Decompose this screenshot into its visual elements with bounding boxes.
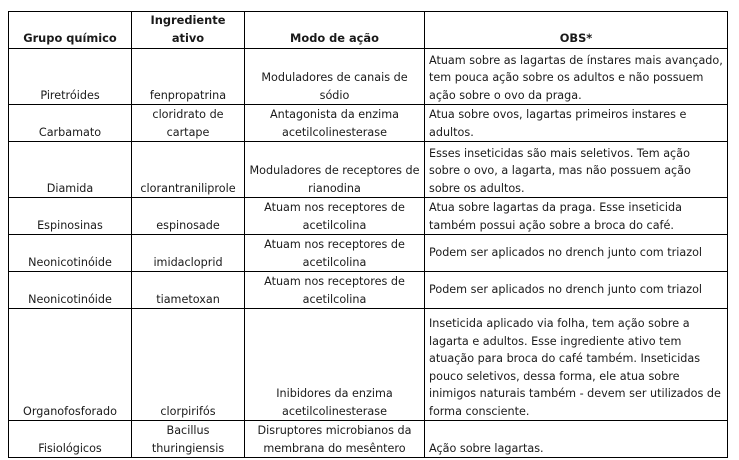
cell-modo: Atuam nos receptores de acetilcolina: [245, 272, 425, 309]
cell-obs: Esses inseticidas são mais seletivos. Tem ação sobre o ovo, a lagarta, mas não possuem ação sobre os adultos.: [425, 142, 728, 198]
cell-ingrediente: clorantraniliprole: [132, 142, 245, 198]
cell-grupo: Diamida: [9, 142, 132, 198]
cell-ingrediente: espinosade: [132, 198, 245, 235]
cell-modo: Antagonista da enzima acetilcolinesterase: [245, 105, 425, 142]
header-obs: OBS*: [425, 12, 728, 49]
insecticide-table: [8, 11, 728, 458]
cell-modo: Atuam nos receptores de acetilcolina: [245, 198, 425, 235]
cell-ingrediente: clorpirifós: [132, 309, 245, 421]
cell-modo: Inibidores da enzima acetilcolinesterase: [245, 309, 425, 421]
table-row: [9, 198, 728, 235]
cell-obs: Atua sobre lagartas da praga. Esse inseticida também possui ação sobre a broca do café.: [425, 198, 728, 235]
table-row: [9, 105, 728, 142]
header-modo: Modo de ação: [245, 12, 425, 49]
cell-obs: Ação sobre lagartas.: [425, 421, 728, 458]
cell-modo: Moduladores de receptores de rianodina: [245, 142, 425, 198]
cell-ingrediente: cloridrato de cartape: [132, 105, 245, 142]
table-row: [9, 49, 728, 105]
cell-ingrediente: fenpropatrina: [132, 49, 245, 105]
header-ingrediente-line1: Ingrediente: [150, 13, 226, 27]
header-row: [9, 12, 728, 49]
table-row: [9, 272, 728, 309]
cell-obs: Podem ser aplicados no drench junto com triazol: [425, 272, 728, 309]
cell-grupo: Espinosinas: [9, 198, 132, 235]
cell-grupo: Neonicotinóide: [9, 235, 132, 272]
table-row: [9, 235, 728, 272]
cell-modo: Moduladores de canais de sódio: [245, 49, 425, 105]
table-row: [9, 421, 728, 458]
cell-obs: Inseticida aplicado via folha, tem ação sobre a lagarta e adultos. Esse ingrediente ativo tem atuação para broca do café também. Inseticidas pouco seletivos, dessa forma, ele atua sobre inimigos naturais também - devem ser utilizados de forma consciente.: [425, 309, 728, 421]
cell-modo: Atuam nos receptores de acetilcolina: [245, 235, 425, 272]
cell-obs: Atuam sobre as lagartas de ínstares mais avançado, tem pouca ação sobre os adultos e não possuem ação sobre o ovo da praga.: [425, 49, 728, 105]
cell-grupo: Carbamato: [9, 105, 132, 142]
cell-obs: Podem ser aplicados no drench junto com triazol: [425, 235, 728, 272]
header-grupo: Grupo químico: [9, 12, 132, 49]
header-ingrediente-line2: ativo: [171, 30, 205, 45]
cell-grupo: Piretróides: [9, 49, 132, 105]
cell-grupo: Neonicotinóide: [9, 272, 132, 309]
cell-ingrediente: Bacillus thuringiensis: [132, 421, 245, 458]
header-ingrediente: [132, 12, 245, 49]
table-row: [9, 309, 728, 421]
cell-grupo: Organofosforado: [9, 309, 132, 421]
cell-obs: Atua sobre ovos, lagartas primeiros instares e adultos.: [425, 105, 728, 142]
table-row: [9, 142, 728, 198]
cell-ingrediente: tiametoxan: [132, 272, 245, 309]
cell-modo: Disruptores microbianos da membrana do mesêntero: [245, 421, 425, 458]
cell-ingrediente: imidacloprid: [132, 235, 245, 272]
cell-grupo: Fisiológicos: [9, 421, 132, 458]
